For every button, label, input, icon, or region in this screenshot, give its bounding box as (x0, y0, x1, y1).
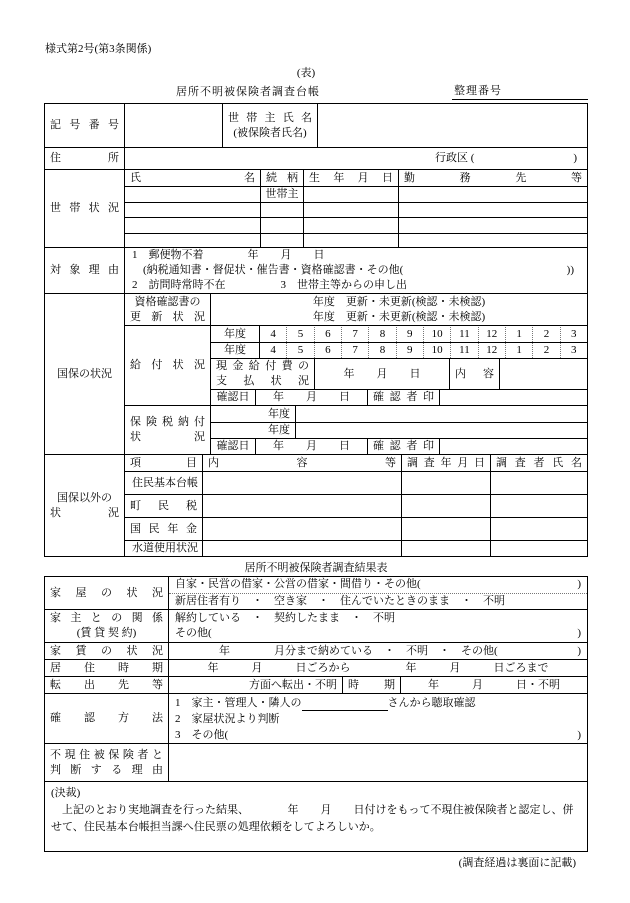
contract-other-blank (212, 626, 578, 641)
tax-fiscal-year-cell: 年度 (211, 406, 296, 422)
col-header-survey-date: 調 査 年 月 日 (402, 455, 491, 471)
insurance-tax-content (211, 406, 587, 454)
kokuho-status-label-cell (45, 294, 125, 454)
certificate-renewal-label-cell: 資格確認書の 更 新 状 況 (125, 294, 211, 325)
house-type-line: 自家・民営の借家・公営の借家・間借り・その他( ) (175, 578, 581, 591)
other-status-row-town-tax: 町 民 税 (125, 494, 587, 517)
row-nonresident-reason (45, 743, 587, 781)
benefit-status-label-cell (125, 326, 211, 405)
insurance-tax-label-cell: 保 険 税 納 付 状 況 (125, 406, 211, 454)
confirmation-method-content (169, 694, 587, 743)
form-number: 様式第2号(第3条関係) (45, 43, 152, 55)
confirm-seal-label-cell: 確 認 者 印 (368, 390, 440, 405)
col-header-birthdate: 生 年 月 日 (304, 170, 399, 186)
member-name-blank (125, 187, 261, 202)
fiscal-year-cell: 年度 (211, 343, 260, 358)
district-paren-close: ) (573, 152, 577, 164)
benefit-month-row-1 (211, 326, 587, 342)
confirm-seal-blank (440, 439, 587, 454)
row-code-number (45, 104, 587, 147)
rent-status-label-cell: 家 賃 の 状 況 (45, 643, 169, 659)
reason-other-blank (403, 263, 566, 278)
reason-paren-close: )) (566, 263, 574, 276)
householder-name-label-cell (223, 104, 318, 147)
row-address (45, 147, 587, 169)
house-condition-label-cell: 家 屋 の 状 況 (45, 577, 169, 609)
benefit-status-label: 給 付 状 況 (130, 359, 205, 371)
confirm-date-cell: 年 月 日 (256, 390, 368, 405)
confirm-line-1: 1 家主・管理人・隣人の さんから聴取確認 (175, 696, 476, 709)
survey-register-table (44, 103, 588, 557)
householder-name-blank (318, 104, 587, 147)
tax-fiscal-year-cell: 年度 (211, 423, 296, 438)
result-table-title: 居所不明被保険者調査結果表 (244, 562, 388, 574)
household-member-row (125, 233, 587, 248)
contract-other-line: その他( ) (175, 627, 581, 639)
insured-name-sub-label: (被保険者氏名) (233, 126, 307, 139)
household-status-label: 世 帯 状 況 (50, 202, 119, 214)
cash-benefit-content-blank (500, 359, 587, 389)
household-status-label-cell (45, 170, 125, 247)
nonresident-reason-label-cell: 不現住被保険者と 判 断 す る 理 由 (45, 744, 169, 781)
target-reason-content (125, 248, 587, 293)
benefit-month-row-2 (211, 342, 587, 358)
serial-number-label: 整理番号 (452, 84, 588, 100)
household-table (125, 170, 587, 247)
kokuho-status-content (125, 294, 587, 454)
cash-benefit-label-cell: 現 金 給 付 費 の 支 払 状 況 (211, 359, 315, 389)
reason-line-2: (納税通知書・督促状・催告書・資格確認書・その他( )) (132, 263, 587, 278)
benefit-status-content (211, 326, 587, 405)
cash-benefit-date-cell: 年 月 日 (315, 359, 450, 389)
moveout-period-value-cell: 年 月 日・不明 (428, 678, 560, 691)
col-header-relation: 続 柄 (261, 170, 304, 186)
house-condition-content (169, 577, 587, 609)
row-target-reason (45, 247, 587, 293)
informant-name-blank-line (302, 699, 388, 711)
contract-status-line: 解約している ・ 契約したまま ・ 不明 (175, 612, 395, 624)
row-kokuho-status (45, 293, 587, 454)
certificate-renewal-block (125, 294, 587, 325)
code-number-blank (125, 104, 223, 147)
other-status-row-water: 水道使用状況 (125, 540, 587, 556)
address-value-cell (125, 148, 587, 169)
moveout-period-label-cell: 時 期 (343, 677, 401, 693)
title-bar (44, 84, 588, 100)
month-grid: 4 5 6 7 8 9 10 11 12 1 2 3 (260, 326, 587, 342)
district-field (435, 151, 587, 166)
month-grid: 4 5 6 7 8 9 10 11 12 1 2 3 (260, 343, 587, 358)
moveout-label-cell: 転 出 先 等 (45, 677, 169, 693)
cash-benefit-content-label-cell: 内 容 (450, 359, 500, 389)
benefit-status-block (125, 325, 587, 405)
tax-confirm-row (211, 438, 587, 454)
district-blank (474, 151, 573, 166)
house-occupancy-line: 新居住者有り ・ 空き家 ・ 住んでいたときのまま ・ 不明 (169, 593, 587, 610)
code-number-label: 記 号 番 号 (50, 119, 119, 131)
nonresident-reason-blank (169, 744, 587, 781)
reason-line-1: 1 郵便物不着 年 月 日 (132, 248, 325, 261)
code-number-label-cell (45, 104, 125, 147)
moveout-destination-cell: 方面へ転出・不明 (169, 677, 343, 693)
rent-status-content: 年 月分まで納めている ・ 不明 ・ その他( ) (175, 644, 581, 657)
col-header-item: 項 目 (125, 455, 203, 471)
col-header-surveyor: 調 査 者 氏 名 (496, 456, 582, 469)
side-marker: (表) (296, 67, 316, 79)
address-label: 住 所 (50, 152, 119, 164)
row-other-status (45, 454, 587, 556)
other-status-row-basic-register: 住民基本台帳 (125, 471, 587, 494)
household-header-row (125, 170, 587, 186)
col-header-name: 氏 名 (125, 170, 261, 186)
reason-line-3: 2 訪問時常時不在 3 世帯主等からの申し出 (132, 279, 407, 292)
member-workplace-blank (399, 187, 587, 202)
other-status-table (125, 455, 587, 556)
certificate-renewal-lines (211, 294, 587, 325)
confirm-date-cell: 年 月 日 (256, 439, 368, 454)
cash-benefit-row (211, 358, 587, 389)
row-household-status (45, 169, 587, 247)
confirm-line-2: 2 家屋状況より判断 (175, 712, 280, 725)
landlord-relation-label-cell: 家 主 と の 関 係 (賃 貸 契 約) (45, 610, 169, 642)
benefit-confirm-row (211, 389, 587, 405)
address-label-cell (45, 148, 125, 169)
fiscal-year-cell: 年度 (211, 326, 260, 342)
row-moveout-destination (45, 676, 587, 693)
row-landlord-relation (45, 609, 587, 642)
confirmation-method-label-cell: 確 認 方 法 (45, 694, 169, 743)
household-member-row (125, 186, 587, 202)
footer-note: (調査経過は裏面に記載) (458, 857, 576, 869)
tax-year-row-1 (211, 406, 587, 422)
survey-result-table (44, 576, 588, 852)
other-status-label-cell: 国保以外の 状 況 (45, 455, 125, 556)
tax-year-blank (296, 406, 587, 422)
col-header-content: 内 容 等 (203, 455, 402, 471)
district-label: 行政区 ( (435, 152, 475, 164)
confirm-date-label-cell: 確認日 (211, 390, 256, 405)
residence-period-content: 年 月 日ごろから 年 月 日ごろまで (207, 661, 549, 674)
renewal-status-line-1: 年度 更新・未更新(検認・未検認) (312, 295, 486, 308)
householder-name-label: 世 帯 主 氏 名 (228, 111, 312, 124)
confirm-other-blank (228, 727, 577, 743)
col-header-workplace: 勤 務 先 等 (404, 171, 582, 184)
row-residence-period (45, 659, 587, 676)
confirm-seal-label-cell: 確 認 者 印 (368, 439, 440, 454)
row-approval (45, 781, 587, 851)
member-birthdate-blank (304, 187, 399, 202)
insurance-tax-block (125, 405, 587, 454)
approval-content (45, 782, 587, 836)
confirm-seal-blank (440, 390, 587, 405)
household-member-row (125, 202, 587, 218)
other-status-row-pension: 国 民 年 金 (125, 517, 587, 540)
approval-body: 上記のとおり実地調査を行った結果、 年 月 日付けをもって不現住被保険者と認定し、併せて、住民基本台帳担当課へ住民票の処理依頼をしてよろしいか。 (51, 804, 574, 833)
other-status-header-row (125, 455, 587, 471)
household-member-row (125, 217, 587, 233)
landlord-relation-content (169, 610, 587, 642)
residence-period-label-cell: 居 住 時 期 (45, 660, 169, 676)
approval-head: (決裁) (51, 787, 81, 799)
renewal-status-line-2: 年度 更新・未更新(検認・未検認) (312, 310, 486, 323)
confirm-date-label-cell: 確認日 (211, 439, 256, 454)
page-title: 居所不明被保険者調査台帳 (176, 86, 320, 98)
target-reason-label-cell (45, 248, 125, 293)
target-reason-label: 対 象 理 由 (50, 264, 119, 276)
confirm-line-3: 3 その他( ) (175, 728, 581, 741)
row-confirmation-method (45, 693, 587, 743)
kokuho-status-label: 国保の状況 (57, 367, 112, 380)
row-house-condition (45, 577, 587, 609)
tax-year-blank (296, 423, 587, 438)
row-rent-status (45, 642, 587, 659)
tax-year-row-2 (211, 422, 587, 438)
member-relation-cell: 世帯主 (261, 187, 304, 202)
